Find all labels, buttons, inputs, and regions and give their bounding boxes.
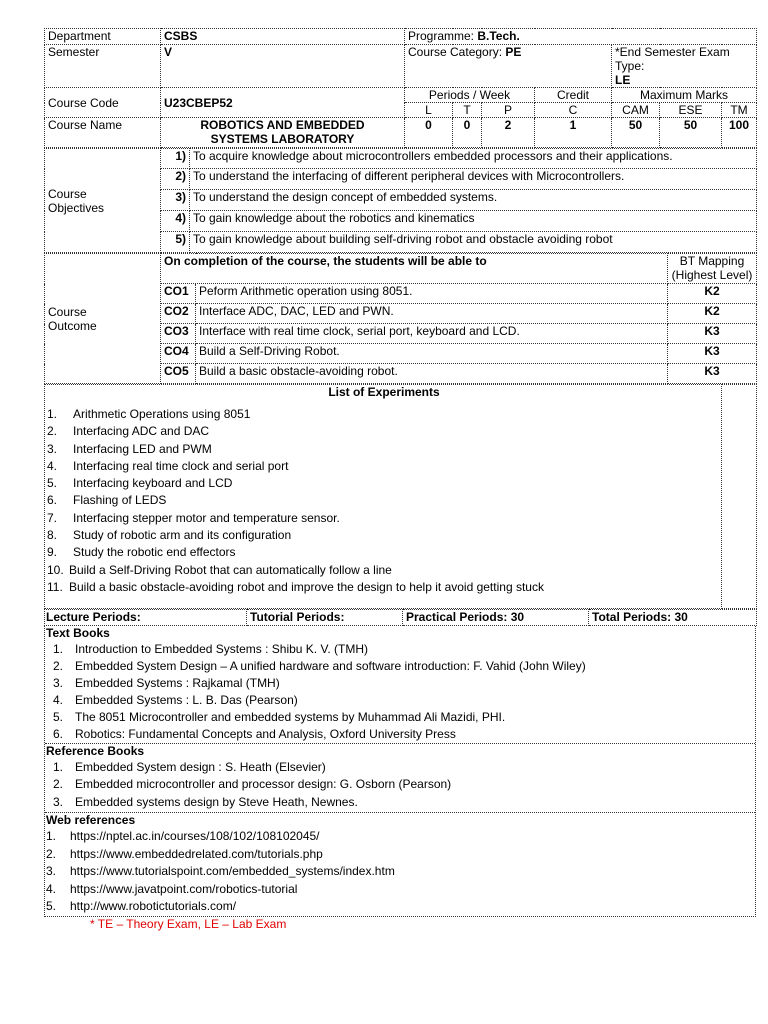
- bt-mapping-header: [668, 254, 757, 284]
- objective-text: To gain knowledge about building self-driving robot and obstacle avoiding robot: [190, 232, 757, 253]
- web-references-list: [45, 828, 755, 916]
- item-num: 4.: [53, 693, 64, 707]
- course-code-value: U23CBEP52: [161, 88, 405, 118]
- outcomes-intro: On completion of the course, the students will be able to: [161, 254, 668, 284]
- item-num: 1.: [53, 760, 64, 774]
- experiments-cell: [45, 385, 722, 609]
- p-value: 2: [482, 118, 535, 148]
- web-link[interactable]: https://www.tutorialspoint.com/embedded_systems/index.htm: [70, 864, 395, 878]
- item-text: Embedded microcontroller and processor design: G. Osborn (Pearson): [75, 777, 452, 791]
- objective-text: To understand the interfacing of different peripheral devices with Microcontrollers.: [190, 169, 757, 190]
- text-books-list: [45, 641, 755, 743]
- list-item: [47, 544, 721, 561]
- outcomes-label: [45, 254, 161, 384]
- cam-label: CAM: [612, 103, 660, 118]
- category-value: PE: [505, 45, 522, 59]
- item-text: Study the robotic end effectors: [73, 545, 236, 560]
- outcome-text: Peform Arithmetic operation using 8051.: [196, 284, 668, 304]
- category-cell: [405, 45, 612, 88]
- list-item: [47, 492, 721, 509]
- item-text: Interfacing real time clock and serial port: [73, 458, 289, 473]
- list-item: [46, 828, 755, 846]
- l-value: 0: [405, 118, 453, 148]
- item-num: 3.: [53, 795, 64, 809]
- item-num: 3.: [47, 441, 58, 456]
- programme-value: B.Tech.: [477, 29, 520, 43]
- item-num: 6.: [47, 493, 58, 508]
- programme-label: Programme:: [408, 29, 478, 43]
- outcome-code: CO1: [161, 284, 196, 304]
- course-header-table: [44, 28, 757, 148]
- item-text: Arithmetic Operations using 8051: [73, 407, 251, 421]
- objectives-label-line2: Objectives: [48, 200, 105, 215]
- exam-type-label: *End Semester Exam Type:: [615, 45, 730, 73]
- item-text: Interfacing ADC and DAC: [73, 424, 210, 439]
- item-num: 1.: [53, 642, 64, 656]
- exam-type-footnote: * TE – Theory Exam, LE – Lab Exam: [90, 916, 287, 931]
- programme-cell: [405, 29, 757, 45]
- list-item: [53, 692, 755, 709]
- item-text: Study of robotic arm and its configuration: [73, 528, 292, 543]
- credit-label: Credit: [535, 88, 612, 103]
- outcome-text: Interface with real time clock, serial port, keyboard and LCD.: [196, 324, 668, 344]
- text-books-title: Text Books: [46, 626, 110, 640]
- objectives-table: [44, 148, 757, 253]
- c-value: 1: [535, 118, 612, 148]
- list-item: [53, 776, 755, 793]
- course-name-label: Course Name: [45, 118, 161, 148]
- item-num: 2.: [47, 424, 58, 439]
- objectives-label-line1: Course: [48, 186, 87, 201]
- tm-label: TM: [722, 103, 757, 118]
- t-label: T: [453, 103, 482, 118]
- item-num: 1.: [46, 829, 57, 843]
- experiments-side-cell: [722, 385, 757, 609]
- bt-mapping-line2: (Highest Level): [671, 268, 753, 282]
- list-item: [46, 881, 755, 899]
- periods-table: [44, 609, 757, 626]
- course-name-value: [161, 118, 405, 148]
- list-item: [47, 510, 721, 527]
- list-item: [47, 527, 721, 544]
- experiments-table: [44, 384, 757, 609]
- list-item: [53, 658, 755, 675]
- list-item: [46, 846, 755, 864]
- item-num: 4.: [46, 881, 57, 896]
- item-text: Introduction to Embedded Systems : Shibu K. V. (TMH): [75, 642, 369, 656]
- item-num: 11.: [47, 579, 63, 594]
- list-item: [47, 458, 721, 475]
- experiments-title: List of Experiments: [328, 385, 440, 399]
- l-label: L: [405, 103, 453, 118]
- outcome-code: CO4: [161, 344, 196, 364]
- outcome-text: Build a Self-Driving Robot.: [196, 344, 668, 364]
- category-label: Course Category:: [408, 45, 506, 59]
- item-num: 8.: [47, 528, 58, 543]
- list-item: [46, 898, 755, 916]
- item-text: Interfacing stepper motor and temperature sensor.: [73, 510, 340, 525]
- item-num: 2.: [53, 777, 64, 791]
- syllabus-sheet: [44, 28, 756, 931]
- department-value: CSBS: [161, 29, 405, 45]
- item-num: 6.: [53, 727, 64, 741]
- item-text: Build a basic obstacle-avoiding robot and improve the design to help it avoid getting stuck: [69, 579, 544, 594]
- item-num: 2.: [53, 659, 64, 673]
- web-link[interactable]: http://www.robotictutorials.com/: [70, 899, 237, 913]
- reference-books-list: [45, 759, 755, 812]
- item-text: Interfacing LED and PWM: [73, 441, 212, 456]
- semester-label: Semester: [45, 45, 161, 88]
- outcome-level: K3: [668, 364, 757, 384]
- course-name-line1: ROBOTICS AND EMBEDDED: [200, 118, 365, 132]
- list-item: [47, 441, 721, 458]
- list-item: [46, 863, 755, 881]
- item-num: 5.: [46, 899, 57, 913]
- web-link[interactable]: https://www.javatpoint.com/robotics-tutorial: [70, 881, 298, 896]
- objective-num: 5): [161, 232, 190, 253]
- item-text: Embedded System Design – A unified hardware and software introduction: F. Vahid (John Wiley): [75, 659, 586, 673]
- list-item: [53, 709, 755, 726]
- outcome-level: K3: [668, 324, 757, 344]
- c-label: C: [535, 103, 612, 118]
- ese-value: 50: [660, 118, 722, 148]
- objective-num: 4): [161, 211, 190, 232]
- objective-text: To acquire knowledge about microcontrollers embedded processors and their applications.: [190, 149, 757, 169]
- outcome-level: K2: [668, 304, 757, 324]
- outcome-text: Build a basic obstacle-avoiding robot.: [196, 364, 668, 384]
- item-num: 5.: [53, 710, 64, 724]
- exam-type-cell: [612, 45, 757, 88]
- reference-books-title: Reference Books: [45, 743, 755, 759]
- list-item: [53, 675, 755, 692]
- course-name-line2: SYSTEMS LABORATORY: [210, 132, 355, 146]
- lecture-periods: Lecture Periods:: [45, 610, 247, 626]
- objective-num: 2): [161, 169, 190, 190]
- item-text: Flashing of LEDS: [73, 493, 167, 508]
- list-item: [47, 406, 721, 423]
- item-num: 3.: [46, 864, 57, 878]
- course-code-label: Course Code: [45, 88, 161, 118]
- outcomes-table: [44, 253, 757, 384]
- total-periods: Total Periods: 30: [589, 610, 757, 626]
- item-text: Build a Self-Driving Robot that can automatically follow a line: [69, 562, 392, 577]
- objective-num: 1): [161, 149, 190, 169]
- outcome-code: CO3: [161, 324, 196, 344]
- item-num: 10.: [47, 562, 64, 577]
- objectives-label: [45, 149, 161, 253]
- list-item: [47, 579, 721, 596]
- list-item: [47, 562, 721, 579]
- max-marks-label: Maximum Marks: [612, 88, 757, 103]
- objective-text: To understand the design concept of embedded systems.: [190, 190, 757, 211]
- t-value: 0: [453, 118, 482, 148]
- outcome-level: K2: [668, 284, 757, 304]
- bt-mapping-line1: BT Mapping: [679, 254, 745, 268]
- list-item: [53, 793, 755, 812]
- item-text: Embedded Systems : Rajkamal (TMH): [75, 676, 280, 690]
- list-item: [47, 475, 721, 492]
- objective-num: 3): [161, 190, 190, 211]
- cam-value: 50: [612, 118, 660, 148]
- list-item: [53, 726, 755, 743]
- semester-value: V: [161, 45, 405, 88]
- web-link[interactable]: https://www.embeddedrelated.com/tutorials.php: [70, 846, 323, 861]
- item-num: 7.: [47, 510, 58, 525]
- outcome-level: K3: [668, 344, 757, 364]
- periods-label: Periods / Week: [405, 88, 535, 103]
- exam-type-value: LE: [615, 73, 631, 87]
- p-label: P: [482, 103, 535, 118]
- item-text: Robotics: Fundamental Concepts and Analysis, Oxford University Press: [75, 727, 456, 741]
- item-text: Embedded System design : S. Heath (Elsevier): [75, 760, 326, 774]
- item-num: 4.: [47, 458, 58, 473]
- list-item: [53, 759, 755, 776]
- ese-label: ESE: [660, 103, 722, 118]
- objective-text: To gain knowledge about the robotics and kinematics: [190, 211, 757, 232]
- item-text: Embedded systems design by Steve Heath, Newnes.: [75, 795, 358, 809]
- outcomes-label-line1: Course: [48, 304, 87, 319]
- outcome-text: Interface ADC, DAC, LED and PWN.: [196, 304, 668, 324]
- references-box: [44, 626, 756, 917]
- outcome-code: CO2: [161, 304, 196, 324]
- item-text: Interfacing keyboard and LCD: [73, 476, 233, 491]
- list-item: [47, 423, 721, 440]
- item-num: 2.: [46, 846, 57, 861]
- item-text: The 8051 Microcontroller and embedded systems by Muhammad Ali Mazidi, PHI.: [75, 710, 506, 724]
- web-references-title: Web references: [45, 812, 755, 828]
- department-label: Department: [45, 29, 161, 45]
- item-num: 9.: [47, 545, 58, 560]
- item-num: 5.: [47, 476, 58, 491]
- web-link[interactable]: https://nptel.ac.in/courses/108/102/108102045/: [70, 829, 320, 843]
- item-num: 1.: [47, 407, 58, 421]
- list-item: [53, 641, 755, 658]
- outcome-code: CO5: [161, 364, 196, 384]
- item-text: Embedded Systems : L. B. Das (Pearson): [75, 693, 298, 707]
- practical-periods: Practical Periods: 30: [403, 610, 589, 626]
- outcomes-label-line2: Outcome: [48, 318, 97, 333]
- tutorial-periods: Tutorial Periods:: [247, 610, 403, 626]
- experiments-list: [47, 406, 721, 596]
- tm-value: 100: [722, 118, 757, 148]
- item-num: 3.: [53, 676, 64, 690]
